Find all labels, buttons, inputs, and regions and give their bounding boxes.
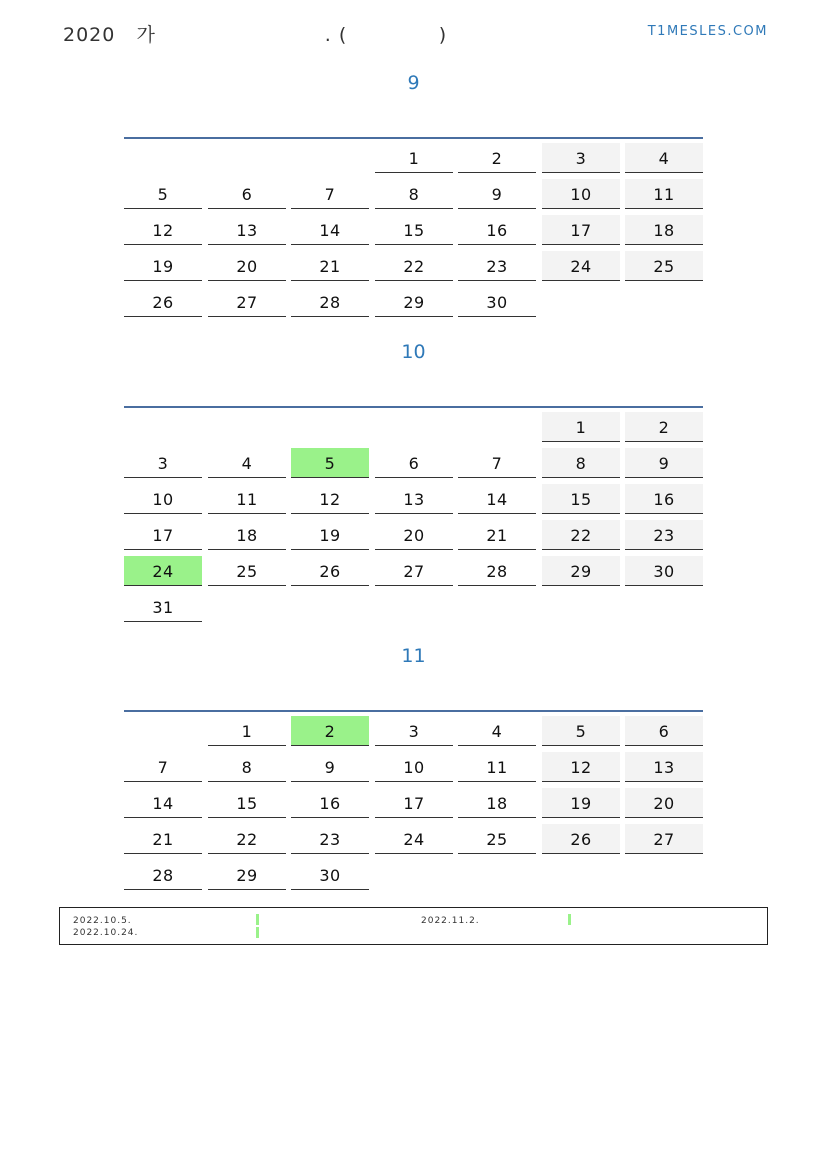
calendar-day: 18 xyxy=(625,215,703,245)
calendar-day: 25 xyxy=(458,824,536,854)
calendar-day: 6 xyxy=(625,716,703,746)
calendar-day: 23 xyxy=(625,520,703,550)
calendar-day: 14 xyxy=(124,788,202,818)
calendar-day: 18 xyxy=(208,520,286,550)
calendar-day: 4 xyxy=(625,143,703,173)
calendar-day: 11 xyxy=(625,179,703,209)
calendar-day: 27 xyxy=(625,824,703,854)
calendar-day: 10 xyxy=(542,179,620,209)
legend-marker xyxy=(256,927,259,938)
calendar-day: 22 xyxy=(208,824,286,854)
calendar-day: 22 xyxy=(375,251,453,281)
calendar-day: 7 xyxy=(291,179,369,209)
calendar-day: 7 xyxy=(124,752,202,782)
calendar-day: 9 xyxy=(291,752,369,782)
calendar-day: 30 xyxy=(291,860,369,890)
page-header xyxy=(63,20,768,46)
calendar-day: 16 xyxy=(291,788,369,818)
calendar-day: 19 xyxy=(291,520,369,550)
calendar-day: 20 xyxy=(375,520,453,550)
calendar-day: 17 xyxy=(124,520,202,550)
calendar-day: 12 xyxy=(291,484,369,514)
calendar-day: 19 xyxy=(124,251,202,281)
calendar-day: 2 xyxy=(458,143,536,173)
calendar-day: 7 xyxy=(458,448,536,478)
legend-item: 2022.11.2. xyxy=(421,916,480,926)
calendar-day: 30 xyxy=(458,287,536,317)
calendar-day: 27 xyxy=(208,287,286,317)
calendar-day: 14 xyxy=(458,484,536,514)
calendar-day: 8 xyxy=(542,448,620,478)
calendar-day: 11 xyxy=(458,752,536,782)
calendar-day: 8 xyxy=(375,179,453,209)
calendar-day: 27 xyxy=(375,556,453,586)
calendar-day: 17 xyxy=(375,788,453,818)
calendar-day: 12 xyxy=(124,215,202,245)
calendar-day: 5 xyxy=(124,179,202,209)
calendar-day: 29 xyxy=(375,287,453,317)
calendar-day: 13 xyxy=(208,215,286,245)
month-title-october: 10 xyxy=(401,341,426,363)
calendar-day: 1 xyxy=(542,412,620,442)
calendar-day: 17 xyxy=(542,215,620,245)
calendar-rule xyxy=(124,406,703,408)
calendar-day: 3 xyxy=(375,716,453,746)
calendar-day: 25 xyxy=(625,251,703,281)
calendar-day: 1 xyxy=(375,143,453,173)
legend-item: 2022.10.5. xyxy=(73,916,132,926)
calendar-day: 21 xyxy=(291,251,369,281)
calendar-day: 14 xyxy=(291,215,369,245)
calendar-day: 19 xyxy=(542,788,620,818)
calendar-day: 8 xyxy=(208,752,286,782)
calendar-day: 5 xyxy=(291,448,369,478)
calendar-rule xyxy=(124,710,703,712)
calendar-day: 24 xyxy=(542,251,620,281)
calendar-day: 28 xyxy=(458,556,536,586)
calendar-day: 2 xyxy=(625,412,703,442)
calendar-day: 12 xyxy=(542,752,620,782)
calendar-day: 28 xyxy=(124,860,202,890)
month-title-september: 9 xyxy=(407,72,420,94)
calendar-day: 18 xyxy=(458,788,536,818)
calendar-day: 3 xyxy=(124,448,202,478)
calendar-day: 15 xyxy=(208,788,286,818)
calendar-day: 20 xyxy=(208,251,286,281)
legend-item: 2022.10.24. xyxy=(73,928,139,938)
calendar-day: 26 xyxy=(124,287,202,317)
calendar-day: 13 xyxy=(625,752,703,782)
site-name[interactable]: T1MESLES.COM xyxy=(647,24,768,39)
calendar-day: 9 xyxy=(625,448,703,478)
calendar-day: 10 xyxy=(375,752,453,782)
calendar-day: 10 xyxy=(124,484,202,514)
calendar-day: 13 xyxy=(375,484,453,514)
calendar-day: 2 xyxy=(291,716,369,746)
calendar-day: 20 xyxy=(625,788,703,818)
calendar-day: 28 xyxy=(291,287,369,317)
calendar-day: 30 xyxy=(625,556,703,586)
month-title-november: 11 xyxy=(401,645,426,667)
legend-marker xyxy=(256,914,259,925)
calendar-day: 24 xyxy=(124,556,202,586)
calendar-day: 1 xyxy=(208,716,286,746)
calendar-day: 6 xyxy=(375,448,453,478)
calendar-day: 4 xyxy=(208,448,286,478)
calendar-day: 6 xyxy=(208,179,286,209)
calendar-day: 29 xyxy=(208,860,286,890)
calendar-day: 26 xyxy=(542,824,620,854)
calendar-day: 25 xyxy=(208,556,286,586)
holiday-legend xyxy=(59,907,768,945)
calendar-day: 15 xyxy=(375,215,453,245)
calendar-day: 23 xyxy=(291,824,369,854)
page-title: 2020 가 . ( ) xyxy=(63,24,448,46)
calendar-day: 23 xyxy=(458,251,536,281)
calendar-day: 21 xyxy=(458,520,536,550)
calendar-day: 22 xyxy=(542,520,620,550)
calendar-day: 3 xyxy=(542,143,620,173)
calendar-day: 26 xyxy=(291,556,369,586)
calendar-day: 15 xyxy=(542,484,620,514)
calendar-day: 21 xyxy=(124,824,202,854)
calendar-rule xyxy=(124,137,703,139)
calendar-day: 16 xyxy=(458,215,536,245)
calendar-day: 11 xyxy=(208,484,286,514)
calendar-day: 24 xyxy=(375,824,453,854)
calendar-day: 31 xyxy=(124,592,202,622)
legend-marker xyxy=(568,914,571,925)
calendar-day: 16 xyxy=(625,484,703,514)
calendar-day: 29 xyxy=(542,556,620,586)
calendar-day: 9 xyxy=(458,179,536,209)
calendar-day: 5 xyxy=(542,716,620,746)
calendar-day: 4 xyxy=(458,716,536,746)
